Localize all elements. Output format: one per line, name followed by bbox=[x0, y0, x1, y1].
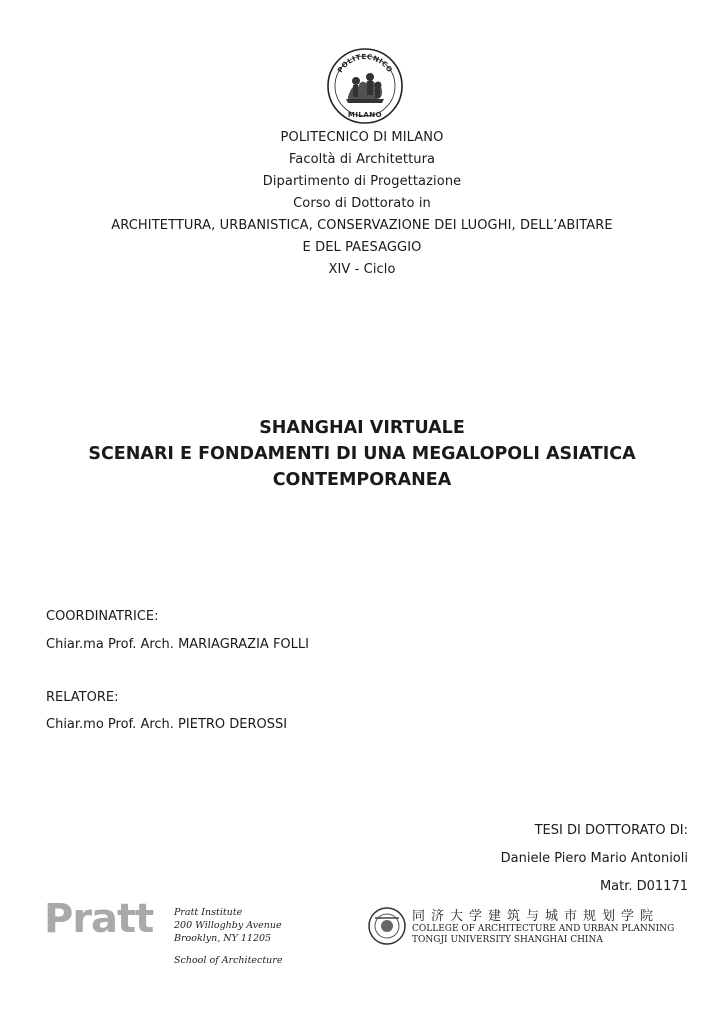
institution-header bbox=[0, 127, 724, 281]
advisor-label: RELATORE: bbox=[46, 690, 119, 705]
thesis-author: Daniele Piero Mario Antonioli bbox=[500, 851, 688, 866]
pratt-address-line: Brooklyn, NY 11205 bbox=[174, 933, 272, 944]
thesis-label: TESI DI DOTTORATO DI: bbox=[534, 823, 688, 838]
seal-text-top: POLITECNICO bbox=[336, 52, 394, 75]
header-line: XIV - Ciclo bbox=[328, 262, 396, 277]
coordinator-label: COORDINATRICE: bbox=[46, 609, 159, 624]
title-line: SCENARI E FONDAMENTI DI UNA MEGALOPOLI ASIATICA bbox=[88, 444, 636, 464]
tongji-emblem-icon bbox=[367, 906, 407, 946]
tongji-english-name-1: COLLEGE OF ARCHITECTURE AND URBAN PLANNING bbox=[412, 924, 675, 934]
header-line: ARCHITETTURA, URBANISTICA, CONSERVAZIONE DEI LUOGHI, DELL’ABITARE bbox=[111, 218, 613, 233]
pratt-address-line: 200 Willoghby Avenue bbox=[174, 920, 282, 931]
tongji-english-name-2: TONGJI UNIVERSITY SHANGHAI CHINA bbox=[412, 935, 603, 945]
title-line: CONTEMPORANEA bbox=[272, 470, 452, 490]
coordinator-name: Chiar.ma Prof. Arch. MARIAGRAZIA FOLLI bbox=[46, 637, 309, 652]
header-line: POLITECNICO DI MILANO bbox=[280, 130, 444, 145]
pratt-school: School of Architecture bbox=[174, 955, 283, 966]
header-line: Dipartimento di Progettazione bbox=[262, 174, 462, 189]
pratt-wordmark-logo: Pratt bbox=[44, 896, 154, 942]
politecnico-seal-logo bbox=[326, 47, 404, 125]
advisor-name: Chiar.mo Prof. Arch. PIETRO DEROSSI bbox=[46, 717, 288, 732]
pratt-address-line: Pratt Institute bbox=[174, 907, 243, 918]
header-line: E DEL PAESAGGIO bbox=[302, 240, 422, 255]
thesis-matriculation: Matr. D01171 bbox=[599, 879, 688, 894]
pratt-address bbox=[174, 906, 282, 967]
header-line: Facoltà di Architettura bbox=[288, 152, 436, 167]
tongji-chinese-name: 同济大学建筑与城市规划学院 bbox=[412, 909, 660, 924]
seal-text-bottom: MILANO bbox=[347, 111, 383, 119]
title-line: SHANGHAI VIRTUALE bbox=[259, 418, 465, 438]
thesis-title bbox=[0, 415, 724, 493]
header-line: Corso di Dottorato in bbox=[293, 196, 431, 211]
